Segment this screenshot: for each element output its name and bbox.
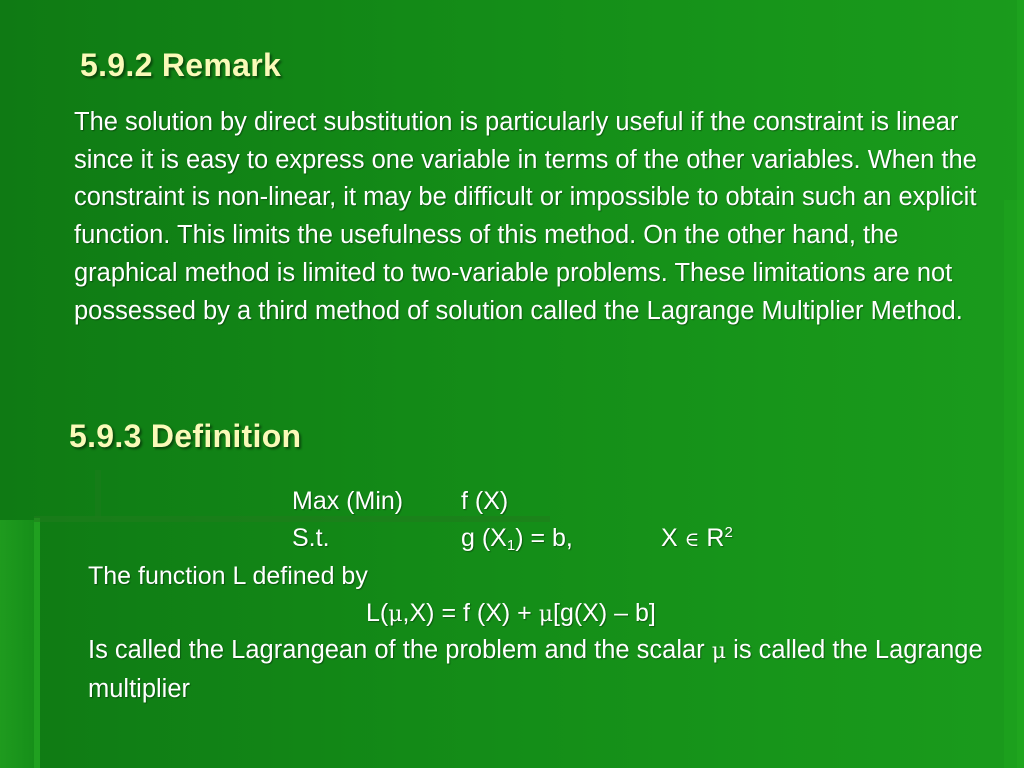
definition-heading: 5.9.3 Definition <box>69 418 302 454</box>
mu-symbol: μ <box>538 602 554 627</box>
objective-expression: f (X) <box>461 487 509 515</box>
definition-conclusion: Is called the Lagrangean of the problem and the scalar μ is called the Lagrange multiplier <box>88 636 983 703</box>
constraint-label: S.t. <box>292 524 330 552</box>
lagrangean-formula: L(μ,X) = f (X) + μ[g(X) – b] <box>366 599 656 627</box>
element-of-symbol: ∈ <box>684 527 700 551</box>
mu-symbol: μ <box>711 639 727 664</box>
decorative-bar <box>34 518 40 768</box>
decorative-bar <box>95 470 101 518</box>
decorative-bar <box>0 520 34 768</box>
remark-paragraph: The solution by direct substitution is particularly useful if the constraint is linear since it is easy to express one variable in terms of the other variables. When the constraint is non-linear, it may be difficult or impossible to obtain such an explicit function. This limits the usefulness of this method. On the other hand, the graphical method is limited to two-variable problems. These limitations are not possessed by a third method of solution called the Lagrange Multiplier Method. <box>74 108 977 325</box>
mu-symbol: μ <box>388 602 403 627</box>
intro-text: The function L defined by <box>88 562 368 590</box>
objective-label: Max (Min) <box>292 487 404 515</box>
domain-expression: X ∈ $R^2$ <box>661 524 733 552</box>
decorative-bar <box>1017 0 1024 768</box>
constraint-expression: g $(X_1) = b$, <box>461 524 573 554</box>
remark-heading: 5.9.2 Remark <box>80 47 282 83</box>
decorative-bar <box>34 516 550 522</box>
